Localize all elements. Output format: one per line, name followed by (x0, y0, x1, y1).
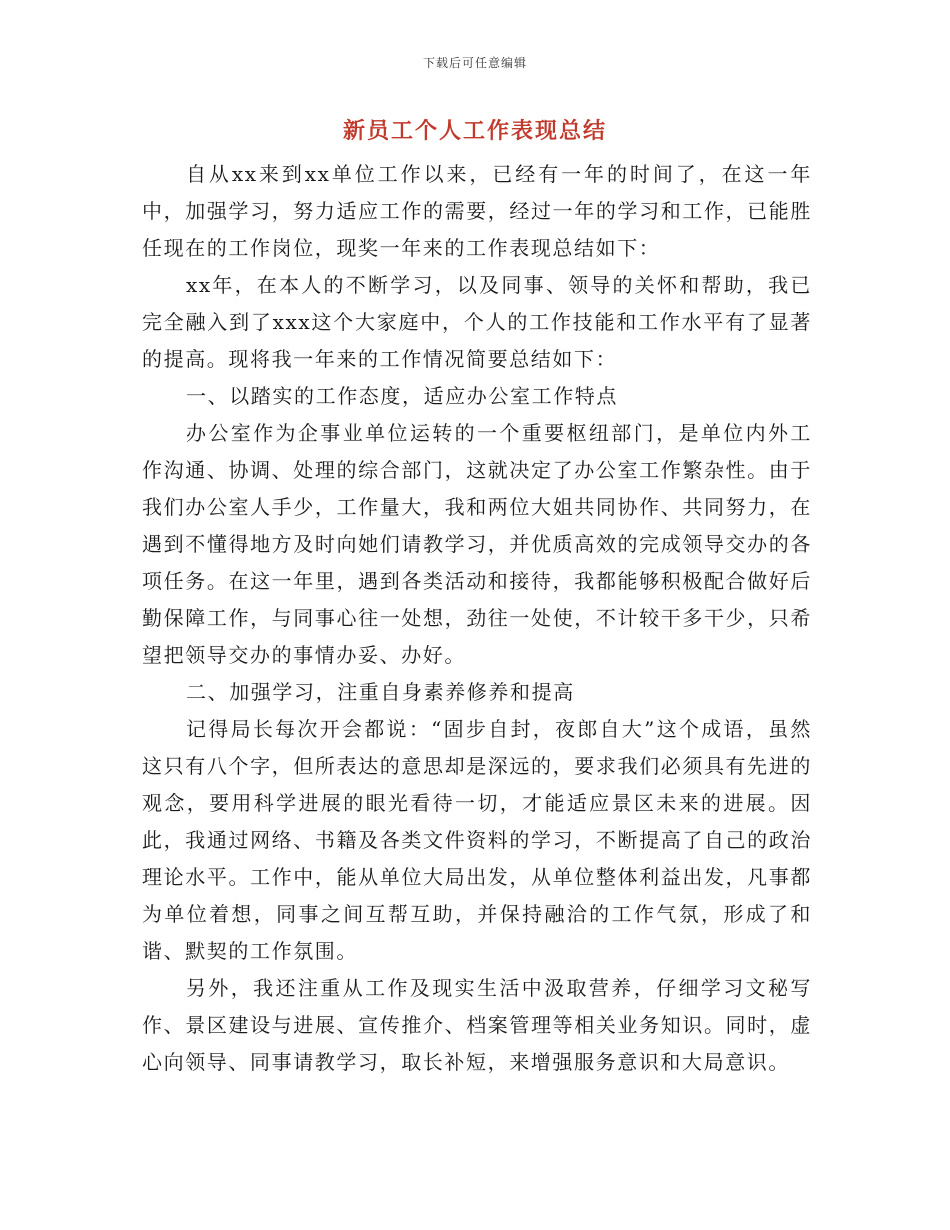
paragraph-intro: 自从xx来到xx单位工作以来，已经有一年的时间了，在这一年中，加强学习，努力适应工作的需要，经过一年的学习和工作，已能胜任现在的工作岗位，现奖一年来的工作表现总结如下： (142, 162, 812, 260)
section-heading-1: 一、以踏实的工作态度，适应办公室工作特点 (186, 384, 618, 408)
section-heading-2: 二、加强学习，注重自身素养修养和提高 (186, 680, 575, 704)
paragraph-overview: xx年，在本人的不断学习，以及同事、领导的关怀和帮助，我已完全融入到了xxx这个大家庭中，个人的工作技能和工作水平有了显著的提高。现将我一年来的工作情况简要总结如下： (142, 273, 812, 371)
document-title: 新员工个人工作表现总结 (342, 118, 607, 144)
paragraph-additional: 另外，我还注重从工作及现实生活中汲取营养，仔细学习文秘写作、景区建设与进展、宣传推介、档案管理等相关业务知识。同时，虚心向领导、同事请教学习，取长补短，来增强服务意识和大局意识。 (142, 976, 812, 1074)
header-note: 下载后可任意编辑 (422, 56, 527, 70)
paragraph-section-1: 办公室作为企事业单位运转的一个重要枢纽部门，是单位内外工作沟通、协调、处理的综合部门，这就决定了办公室工作繁杂性。由于我们办公室人手少，工作量大，我和两位大姐共同协作、共同努力，在遇到不懂得地方及时向她们请教学习，并优质高效的完成领导交办的各项任务。在这一年里，遇到各类活动和接待，我都能够积极配合做好后勤保障工作，与同事心往一处想，劲往一处使，不计较干多干少，只希望把领导交办的事情办妥、办好。 (142, 421, 812, 667)
paragraph-section-2: 记得局长每次开会都说：“固步自封，夜郎自大”这个成语，虽然这只有八个字，但所表达的意思却是深远的，要求我们必须具有先进的观念，要用科学进展的眼光看待一切，才能适应景区未来的进展。因此，我通过网络、书籍及各类文件资料的学习，不断提高了自己的政治理论水平。工作中，能从单位大局出发，从单位整体利益出发，凡事都为单位着想，同事之间互帮互助，并保持融洽的工作气氛，形成了和谐、默契的工作氛围。 (142, 717, 812, 963)
document-body (142, 156, 812, 1081)
